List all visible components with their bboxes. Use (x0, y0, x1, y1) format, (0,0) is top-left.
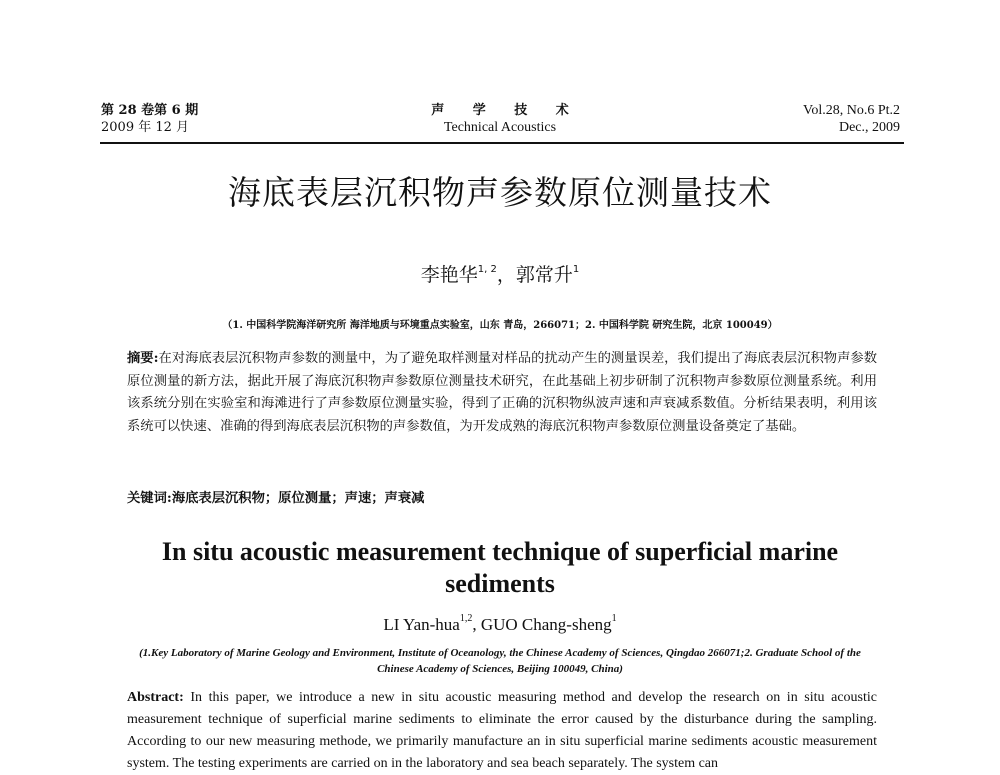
author-name: LI Yan-hua (383, 615, 460, 634)
author-name: 郭常升 (515, 264, 573, 286)
date-en: Dec., 2009 (838, 120, 900, 135)
author-name: GUO Chang-sheng (480, 615, 612, 634)
authors-cn (0, 262, 1000, 288)
author-affil-sup: 1,2 (459, 613, 473, 624)
abstract-label: 摘要: (127, 351, 159, 366)
english-title: In situ acoustic measurement technique of superficial marine sediments (161, 537, 839, 598)
abstract-en (127, 687, 877, 775)
journal-name-en: Technical Acoustics (443, 120, 557, 135)
abstract-label: Abstract: (127, 690, 184, 705)
journal-name-cn: 声 学 技 术 (431, 103, 581, 118)
affiliation-en: (1.Key Laboratory of Marine Geology and Environment, Institute of Oceanology, the Chinese Academy of Sciences, Qingdao 266071;2. Graduate School of the Chinese Academy of Sciences, Beijing 100049, China) (139, 647, 861, 675)
volume-issue: 第 28 卷第 6 期 (101, 103, 199, 118)
volume-number (803, 102, 900, 136)
authors-en (0, 614, 1000, 636)
abstract-text: 在对海底表层沉积物声参数的测量中，为了避免取样测量对样品的扰动产生的测量误差，我们提出了海底表层沉积物声参数原位测量的新方法，据此开展了海底沉积物声参数原位测量技术研究，在此基础上初步研制了沉积物声参数原位测量系统。利用该系统分别在实验室和海滩进行了声参数原位测量实验，得到了正确的沉积物纵波声速和声衰减系数值。分析结果表明，利用该系统可以快速、准确的得到海底表层沉积物的声参数值，为开发成熟的海底沉积物声参数原位测量设备奠定了基础。 (127, 351, 877, 434)
journal-issue (101, 102, 198, 136)
abstract-cn (127, 348, 877, 438)
keywords-text: 海底表层沉积物；原位测量；声速；声衰减 (171, 491, 425, 506)
affiliation-cn: （1. 中国科学院海洋研究所 海洋地质与环境重点实验室，山东 青岛，266071；2. 中国科学院 研究生院，北京 100049） (222, 320, 778, 331)
author-affil-sup: 1 (572, 264, 580, 275)
header-rule (100, 142, 904, 144)
date-cn: 2009 年 12 月 (101, 120, 190, 135)
author-affil-sup: 1 (611, 613, 617, 624)
journal-name (360, 102, 640, 136)
author-separator: , (472, 615, 481, 634)
abstract-text: In this paper, we introduce a new in situ acoustic measuring method and develop the research on in situ acoustic measurement technique of superficial marine sediments to eliminate the error caused by the disturbance during the sampling. According to our new measuring methode, we primarily manufacture an in situ superficial marine sediments acoustic measurement system. The testing experiments are carried on in the laboratory and sea beach separately. The system can (127, 690, 878, 771)
keywords-label: 关键词: (127, 491, 172, 506)
author-name: 李艳华 (420, 264, 478, 286)
page-title: 海底表层沉积物声参数原位测量技术 (228, 173, 772, 212)
author-separator: ， (496, 264, 516, 286)
author-affil-sup: 1, 2 (477, 264, 497, 275)
keywords-cn (127, 489, 877, 509)
vol-no: Vol.28, No.6 Pt.2 (803, 103, 900, 118)
